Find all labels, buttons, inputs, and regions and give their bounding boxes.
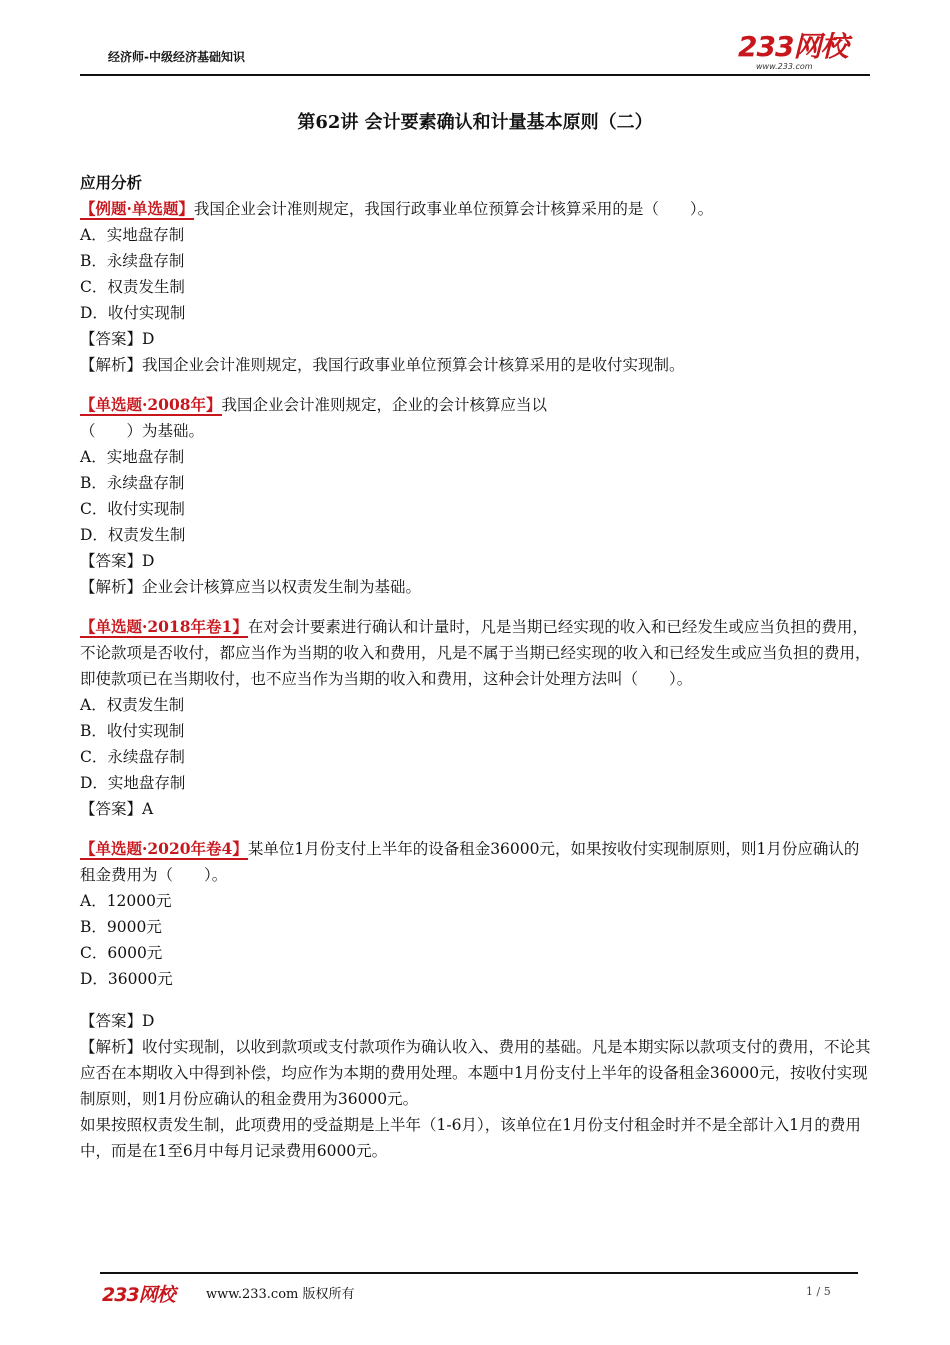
question-tag: 【单选题·2018年卷1】 xyxy=(80,617,248,636)
question-2 xyxy=(80,392,872,600)
option: C．6000元 xyxy=(80,944,163,962)
question-stem: 在对会计要素进行确认和计量时，凡是当期已经实现的收入和已经发生或应当负担的费用，不论款项是否收付，都应当作为当期的收入和费用，凡是不属于当期已经实现的收入和已经发生或应当负担的费用，即使款项已在当期收付，也不应当作为当期的收入和费用，这种会计处理方法叫（ ）。 xyxy=(80,618,871,688)
answer: 【答案】D xyxy=(80,330,155,348)
header-divider xyxy=(80,74,870,76)
option: A．实地盘存制 xyxy=(80,448,185,466)
option: A．12000元 xyxy=(80,892,172,910)
analysis: 【解析】收付实现制，以收到款项或支付款项作为确认收入、费用的基础。凡是本期实际以款项支付的费用，不论其应否在本期收入中得到补偿，均应作为本期的费用处理。本题中1月份支付上半年的设备租金36000元，按收付实现制原则，则1月份应确认的租金费用为36000元。 xyxy=(80,1038,871,1108)
option: C．收付实现制 xyxy=(80,500,185,518)
footer-logo: 233网校 xyxy=(102,1284,175,1306)
question-3 xyxy=(80,614,872,822)
analysis: 【解析】我国企业会计准则规定，我国行政事业单位预算会计核算采用的是收付实现制。 xyxy=(80,356,685,374)
course-name: 经济师-中级经济基础知识 xyxy=(108,50,245,64)
option: B．收付实现制 xyxy=(80,722,185,740)
answer: 【答案】D xyxy=(80,1012,155,1030)
answer: 【答案】D xyxy=(80,552,155,570)
logo-url: www.233.com xyxy=(756,62,813,71)
question-stem: 某单位1月份支付上半年的设备租金36000元，如果按收付实现制原则，则1月份应确认的租金费用为（ ）。 xyxy=(80,840,860,884)
footer-copyright: www.233.com 版权所有 xyxy=(206,1287,355,1302)
page-title: 第62讲 会计要素确认和计量基本原则（二） xyxy=(297,112,653,133)
section-title: 应用分析 xyxy=(80,173,143,192)
question-1 xyxy=(80,196,872,378)
footer-divider xyxy=(100,1272,858,1274)
page-number: 1 / 5 xyxy=(806,1285,831,1298)
document-body xyxy=(80,170,872,1164)
analysis-extra: 如果按照权责发生制，此项费用的受益期是上半年（1-6月），该单位在1月份支付租金时并不是全部计入1月的费用中，而是在1至6月中每月记录费用6000元。 xyxy=(80,1116,861,1160)
brand-logo xyxy=(738,32,863,76)
analysis: 【解析】企业会计核算应当以权责发生制为基础。 xyxy=(80,578,422,596)
option: C．权责发生制 xyxy=(80,278,185,296)
question-stem: 我国企业会计准则规定，我国行政事业单位预算会计核算采用的是（ ）。 xyxy=(193,200,714,218)
question-stem: 我国企业会计准则规定，企业的会计核算应当以 xyxy=(221,396,548,414)
option: D．36000元 xyxy=(80,970,173,988)
answer: 【答案】A xyxy=(80,800,154,818)
logo-text: 233网校 xyxy=(738,30,848,63)
question-tag: 【单选题·2020年卷4】 xyxy=(80,839,248,858)
option: D．权责发生制 xyxy=(80,526,186,544)
question-stem-continued: （ ）为基础。 xyxy=(80,422,205,440)
question-tag: 【例题·单选题】 xyxy=(80,199,194,218)
option: D．实地盘存制 xyxy=(80,774,186,792)
option: A．权责发生制 xyxy=(80,696,185,714)
question-4 xyxy=(80,836,872,1164)
question-tag: 【单选题·2008年】 xyxy=(80,395,222,414)
option: B．永续盘存制 xyxy=(80,252,185,270)
option: B．9000元 xyxy=(80,918,162,936)
option: C．永续盘存制 xyxy=(80,748,185,766)
option: A．实地盘存制 xyxy=(80,226,185,244)
option: B．永续盘存制 xyxy=(80,474,185,492)
option: D．收付实现制 xyxy=(80,304,186,322)
